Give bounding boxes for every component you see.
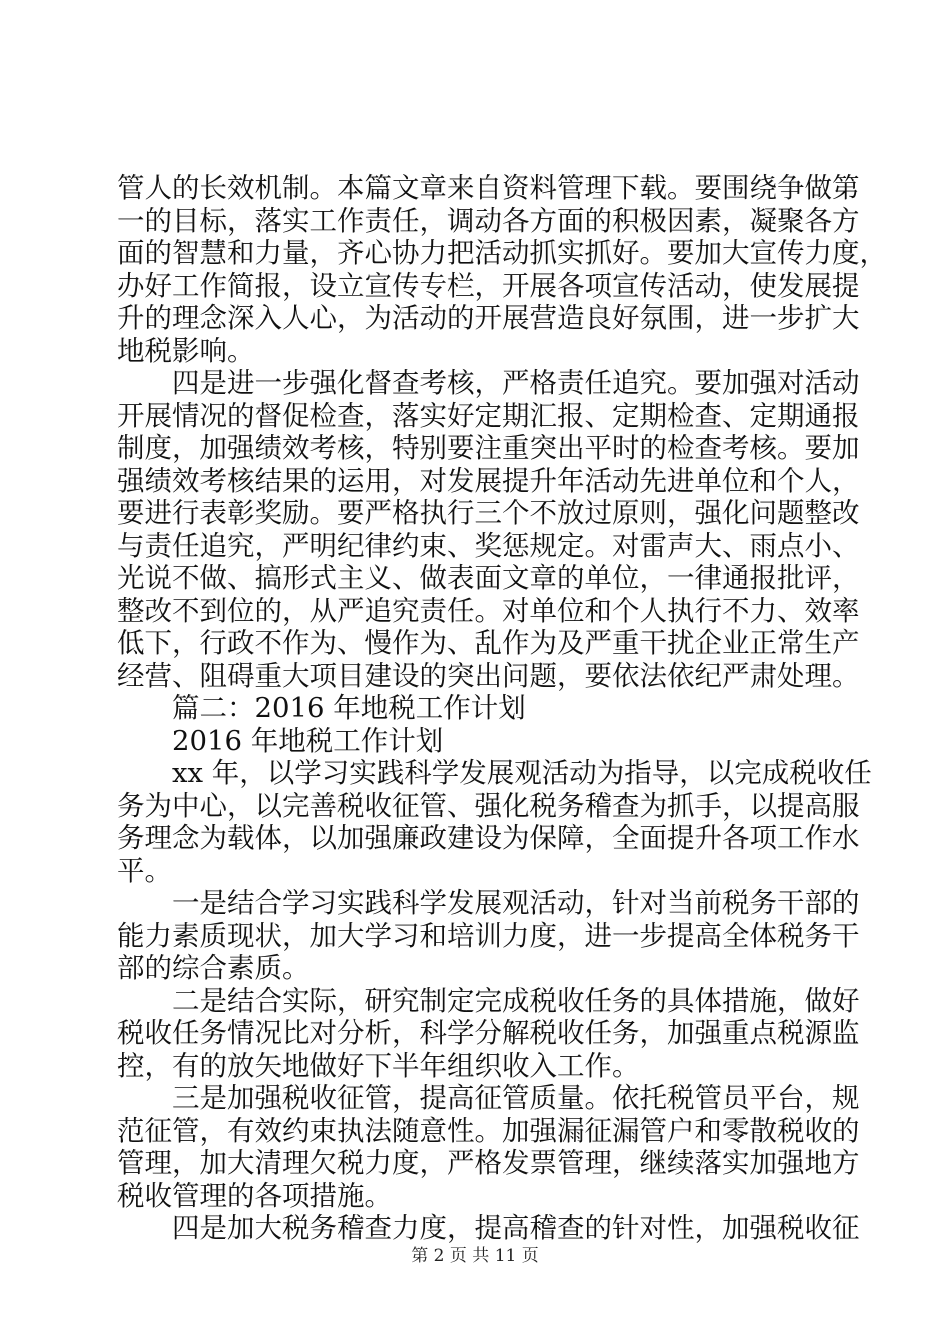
text-line: 税收任务情况比对分析，科学分解税收任务，加强重点税源监 — [117, 1017, 860, 1049]
text-line: 能力素质现状，加大学习和培训力度，进一步提高全体税务干 — [117, 919, 860, 952]
text-line: 强绩效考核结果的运用，对发展提升年活动先进单位和个人， — [117, 464, 860, 497]
text-line: 整改不到位的，从严追究责任。对单位和个人执行不力、效率 — [117, 594, 860, 627]
text-line: 二是结合实际，研究制定完成税收任务的具体措施，做好 — [117, 984, 860, 1017]
text-line: 管理，加大清理欠税力度，严格发票管理，继续落实加强地方 — [117, 1147, 860, 1179]
text-line: 面的智慧和力量，齐心协力把活动抓实抓好。要加大宣传力度， — [117, 237, 887, 269]
text-line: 地税影响。 — [117, 334, 255, 367]
text-line: 制度，加强绩效考核，特别要注重突出平时的检查考核。要加 — [117, 432, 860, 464]
text-line: 升的理念深入人心，为活动的开展营造良好氛围，进一步扩大 — [117, 302, 860, 334]
text-line: 2016 年地税工作计划 — [117, 724, 444, 757]
text-line: 务理念为载体，以加强廉政建设为保障，全面提升各项工作水 — [117, 822, 860, 854]
text-line: 与责任追究，严明纪律约束、奖惩规定。对雷声大、雨点小、 — [117, 529, 860, 562]
text-line: 一是结合学习实践科学发展观活动，针对当前税务干部的 — [117, 887, 860, 919]
text-line: 开展情况的督促检查，落实好定期汇报、定期检查、定期通报 — [117, 399, 860, 432]
text-line: 低下，行政不作为、慢作为、乱作为及严重干扰企业正常生产 — [117, 627, 860, 659]
text-line: 平。 — [117, 854, 172, 887]
text-line: 部的综合素质。 — [117, 952, 310, 984]
text-line: 管人的长效机制。本篇文章来自资料管理下载。要围绕争做第 — [117, 172, 860, 204]
text-line: 范征管，有效约束执法随意性。加强漏征漏管户和零散税收的 — [117, 1114, 860, 1147]
text-line: xx 年，以学习实践科学发展观活动为指导，以完成税收任 — [117, 757, 872, 789]
text-line: 光说不做、搞形式主义、做表面文章的单位，一律通报批评， — [117, 562, 860, 594]
page-number-footer: 第 2 页 共 11 页 — [411, 1246, 539, 1266]
text-line: 一的目标，落实工作责任，调动各方面的积极因素，凝聚各方 — [117, 204, 860, 237]
text-line: 务为中心，以完善税收征管、强化税务稽查为抓手，以提高服 — [117, 789, 860, 822]
text-line: 三是加强税收征管，提高征管质量。依托税管员平台，规 — [117, 1082, 860, 1114]
text-line: 四是加大税务稽查力度，提高稽查的针对性，加强税收征 — [117, 1212, 860, 1244]
text-line: 税收管理的各项措施。 — [117, 1179, 392, 1212]
text-line: 控，有的放矢地做好下半年组织收入工作。 — [117, 1049, 640, 1082]
text-line: 办好工作简报，设立宣传专栏，开展各项宣传活动，使发展提 — [117, 269, 860, 302]
text-line: 经营、阻碍重大项目建设的突出问题，要依法依纪严肃处理。 — [117, 659, 860, 692]
document-body — [117, 172, 887, 1245]
text-line: 要进行表彰奖励。要严格执行三个不放过原则，强化问题整改 — [117, 497, 860, 529]
text-line: 四是进一步强化督查考核，严格责任追究。要加强对活动 — [117, 367, 860, 399]
text-line: 篇二：2016 年地税工作计划 — [117, 692, 526, 724]
